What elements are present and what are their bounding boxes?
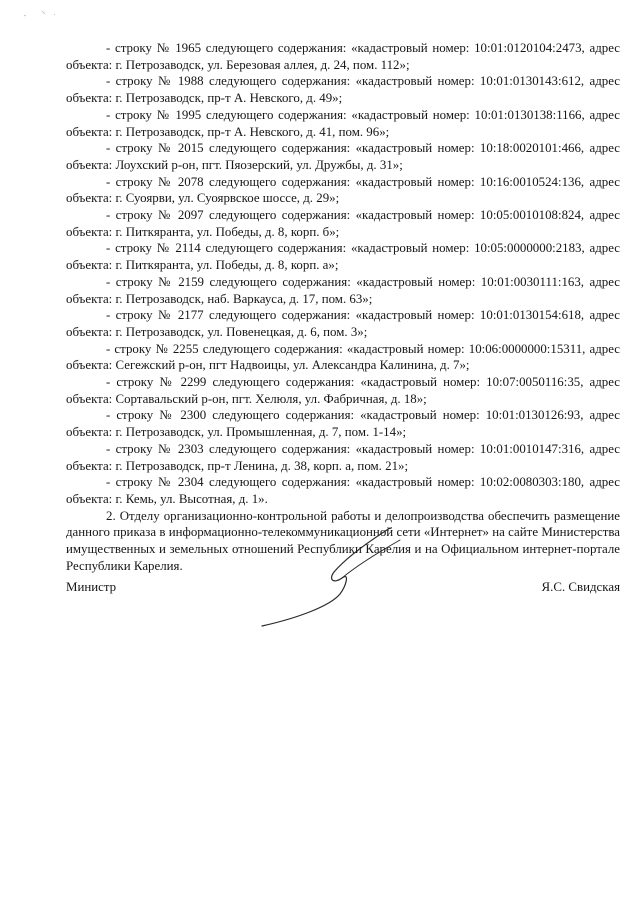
signature-block	[66, 580, 620, 598]
scan-artifact	[22, 8, 62, 20]
list-item: - строку № 1995 следующего содержания: «кадастровый номер: 10:01:0130138:1166, адрес объекта: г. Петрозаводск, пр-т А. Невского, д. 41, пом. 96»;	[66, 107, 620, 139]
paragraph-2: 2. Отделу организационно-контрольной работы и делопроизводства обеспечить размещение данного приказа в информационно-телекоммуникационной сети «Интернет» на сайте Министерства имущественных и земельных отношений Республики Карелия и на Официальном интернет-портале Республики Карелия.	[66, 508, 620, 573]
list-item: - строку № 2078 следующего содержания: «кадастровый номер: 10:16:0010524:136, адрес объекта: г. Суоярви, ул. Суоярвское шоссе, д. 29»;	[66, 174, 620, 206]
list-item: - строку № 2304 следующего содержания: «кадастровый номер: 10:02:0080303:180, адрес объекта: г. Кемь, ул. Высотная, д. 1».	[66, 475, 620, 506]
signer-title: Министр	[66, 580, 117, 594]
list-item: - строку № 2303 следующего содержания: «кадастровый номер: 10:01:0010147:316, адрес объекта: г. Петрозаводск, пр-т Ленина, д. 38, корп. а, пом. 21»;	[66, 441, 620, 473]
handwritten-signature-icon	[250, 520, 450, 630]
list-item: - строку № 2159 следующего содержания: «кадастровый номер: 10:01:0030111:163, адрес объекта: г. Петрозаводск, наб. Варкауса, д. 17, пом. 63»;	[66, 274, 620, 306]
list-item: - строку № 2114 следующего содержания: «кадастровый номер: 10:05:0000000:2183, адрес объекта: г. Питкяранта, ул. Победы, д. 8, корп. а»;	[66, 241, 620, 273]
list-item: - строку № 2177 следующего содержания: «кадастровый номер: 10:01:0130154:618, адрес объекта: г. Петрозаводск, ул. Повенецкая, д. 6, пом. 3»;	[66, 308, 620, 339]
list-item: - строку № 2299 следующего содержания: «кадастровый номер: 10:07:0050116:35, адрес объекта: Сортавальский р-он, пгт. Хелюля, ул. Фабричная, д. 18»;	[66, 375, 620, 406]
list-item: - строку № 2255 следующего содержания: «кадастровый номер: 10:06:0000000:15311, адрес объекта: Сегежский р-он, пгт Надвоицы, ул. Александра Калинина, д. 7»;	[66, 341, 620, 373]
list-item: - строку № 1965 следующего содержания: «кадастровый номер: 10:01:0120104:2473, адрес объекта: г. Петрозаводск, ул. Березовая аллея, д. 24, пом. 112»;	[66, 41, 620, 72]
list-item: - строку № 2300 следующего содержания: «кадастровый номер: 10:01:0130126:93, адрес объекта: г. Петрозаводск, ул. Промышленная, д. 7, пом. 1-14»;	[66, 408, 620, 440]
signer-name: Я.С. Свидская	[541, 580, 620, 594]
list-item: - строку № 2015 следующего содержания: «кадастровый номер: 10:18:0020101:466, адрес объекта: Лоухский р-он, пгт. Пяозерский, ул. Дружбы, д. 31»;	[66, 141, 620, 172]
list-item: - строку № 1988 следующего содержания: «кадастровый номер: 10:01:0130143:612, адрес объекта: г. Петрозаводск, пр-т А. Невского, д. 49»;	[66, 74, 620, 106]
document-body	[66, 40, 620, 575]
list-item: - строку № 2097 следующего содержания: «кадастровый номер: 10:05:0010108:824, адрес объекта: г. Питкяранта, ул. Победы, д. 8, корп. б»;	[66, 208, 620, 239]
